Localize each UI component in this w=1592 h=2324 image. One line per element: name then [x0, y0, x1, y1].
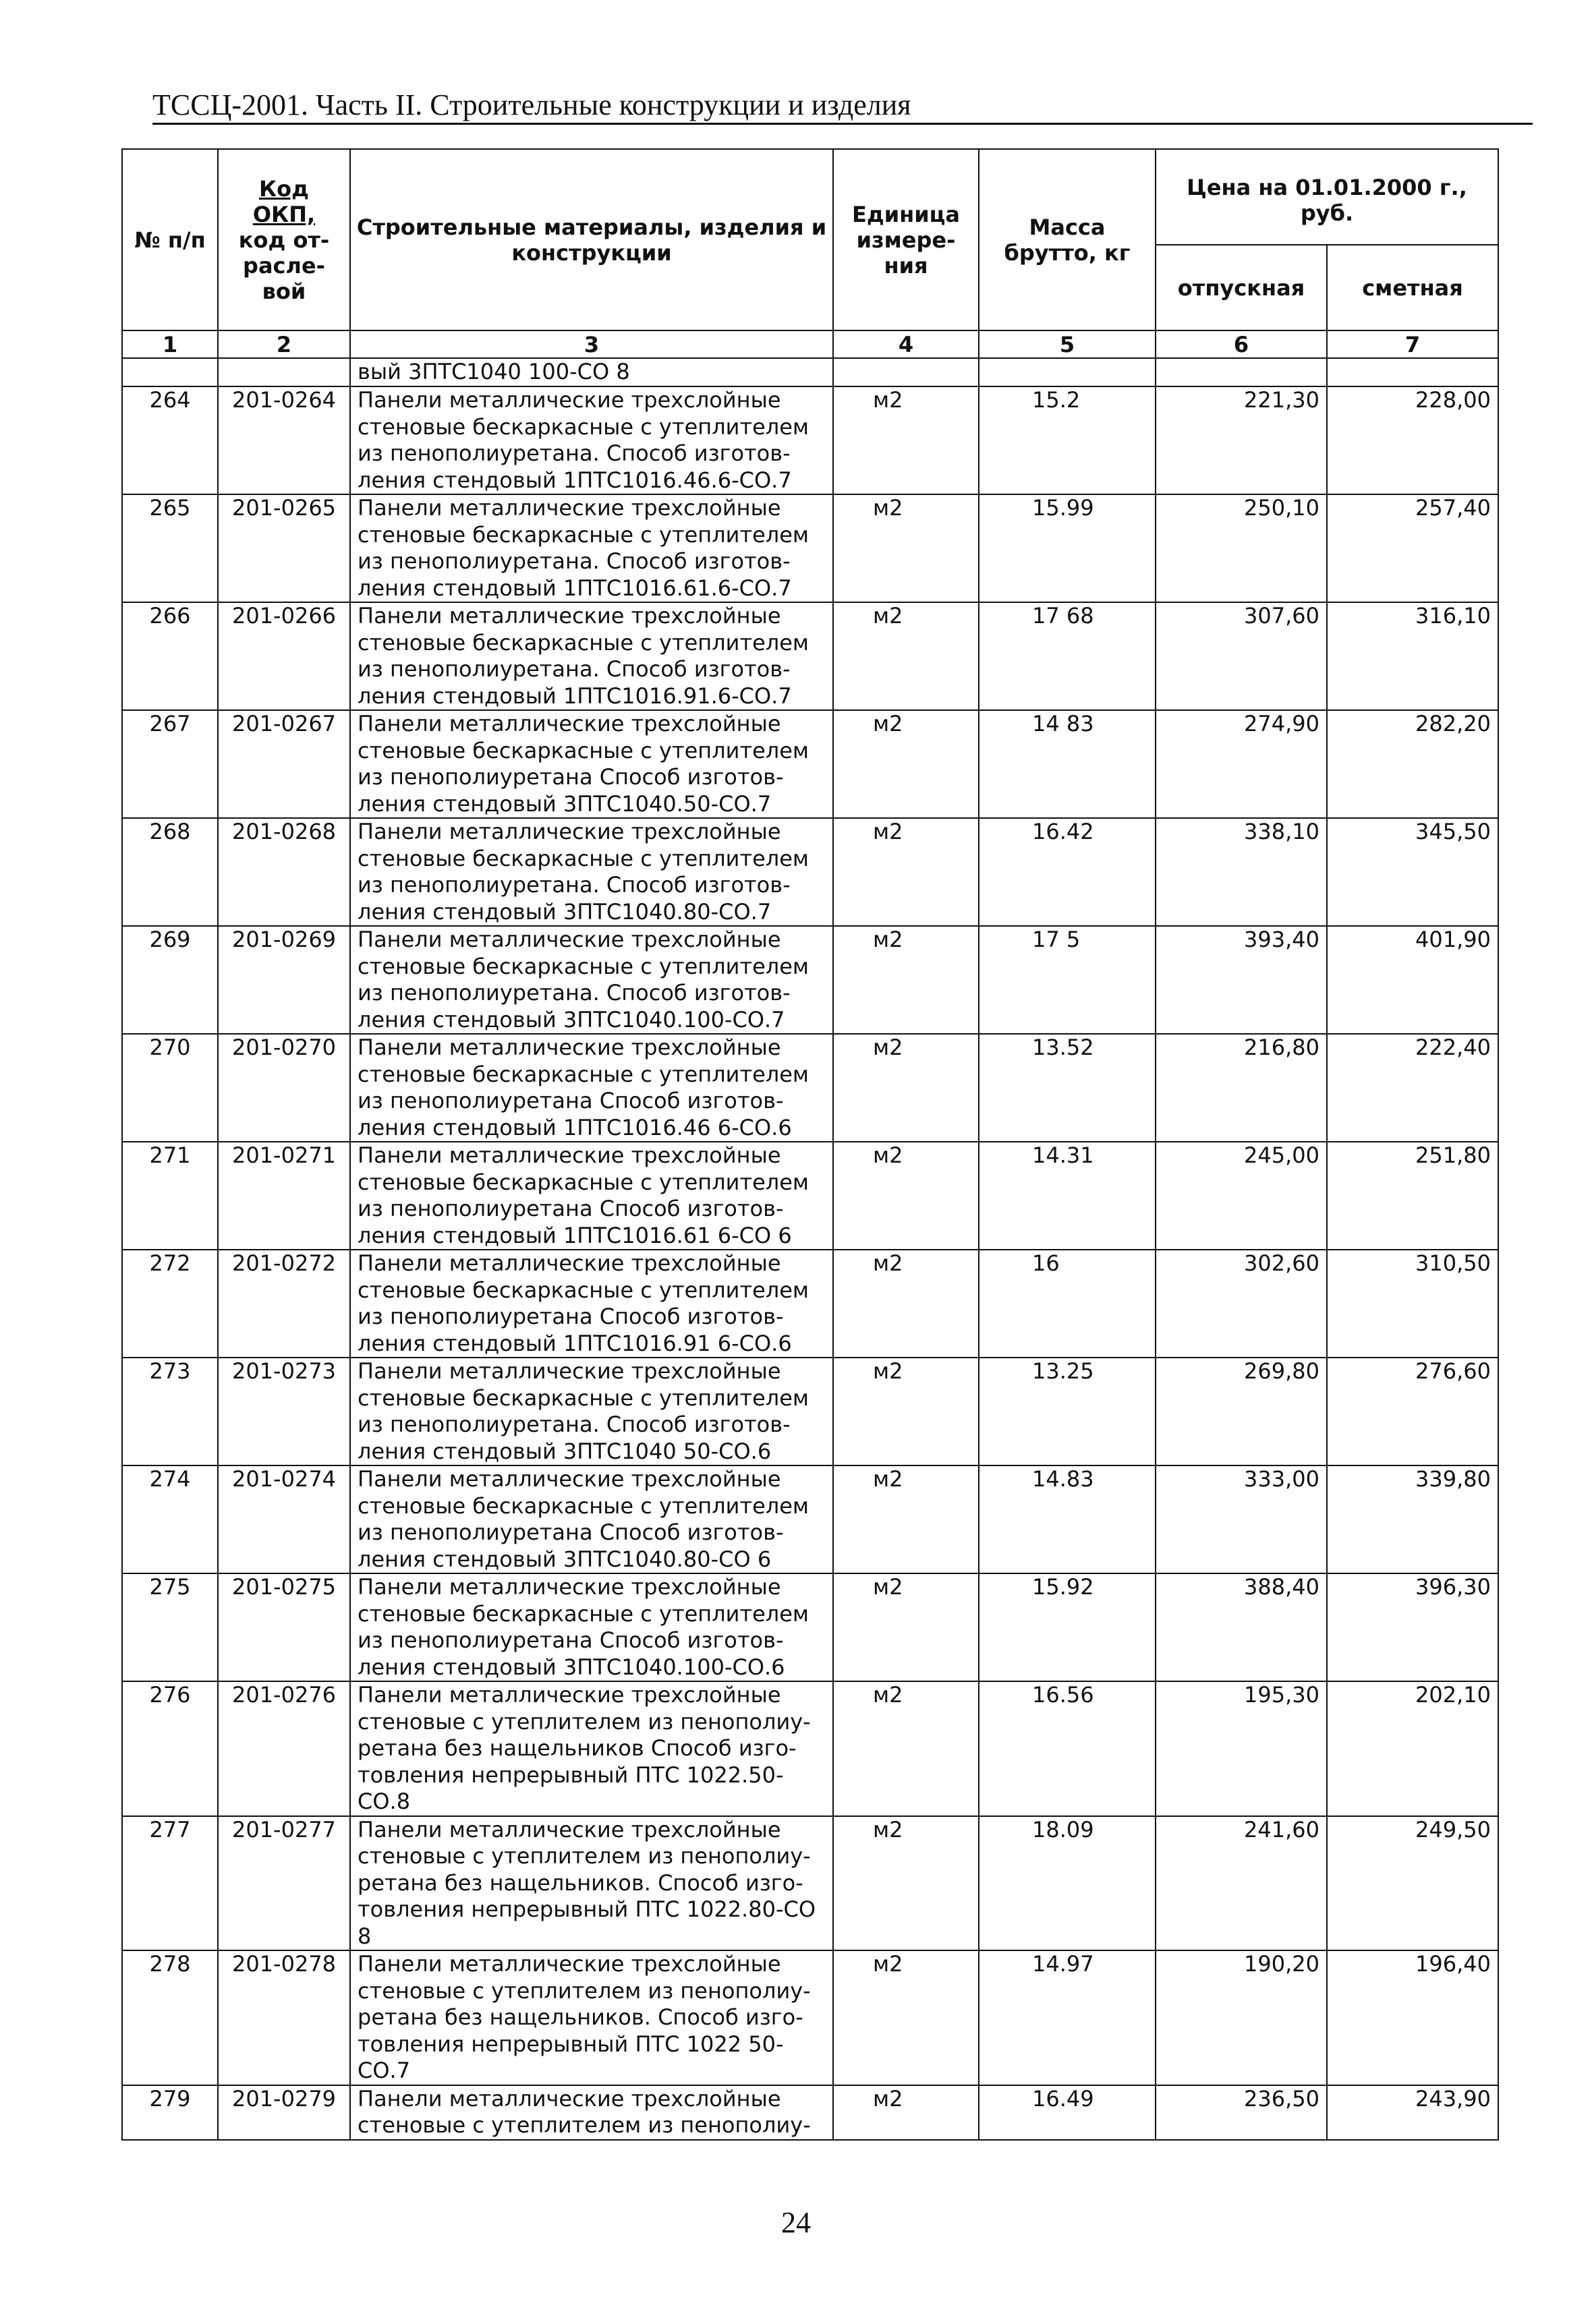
row-price-release: 393,40	[1156, 926, 1327, 1034]
row-unit: м2	[833, 386, 979, 494]
col-header-unit: Единица измере-ния	[833, 149, 979, 330]
row-unit: м2	[833, 1465, 979, 1573]
price-table	[121, 148, 1499, 2141]
table-row	[122, 1465, 1498, 1573]
table-row	[122, 1250, 1498, 1358]
row-number: 273	[122, 1358, 218, 1465]
col-header-price-release: отпускная	[1156, 245, 1327, 330]
row-description: Панели металлические трехслойные стеновые бескаркасные с утеплителем из пенополиуретана. Способ изготов-ления стендовый 1ПТС1016.91.6-СО.7	[350, 602, 833, 710]
row-price-release: 269,80	[1156, 1358, 1327, 1465]
row-number: 267	[122, 710, 218, 818]
row-price-estimate: 339,80	[1327, 1465, 1498, 1573]
row-price-release: 236,50	[1156, 2085, 1327, 2140]
row-price-estimate: 228,00	[1327, 386, 1498, 494]
column-number: 4	[833, 330, 979, 358]
table-row	[122, 1950, 1498, 2085]
row-code: 201-0268	[218, 818, 350, 926]
row-price-estimate: 282,20	[1327, 710, 1498, 818]
row-code: 201-0266	[218, 602, 350, 710]
row-unit: м2	[833, 1573, 979, 1681]
row-mass: 14 83	[979, 710, 1156, 818]
row-price-estimate: 345,50	[1327, 818, 1498, 926]
row-number: 268	[122, 818, 218, 926]
col-header-code	[218, 149, 350, 330]
row-mass: 16.42	[979, 818, 1156, 926]
table-row	[122, 602, 1498, 710]
table-row	[122, 1358, 1498, 1465]
row-mass: 14.83	[979, 1465, 1156, 1573]
table-row	[122, 926, 1498, 1034]
row-number: 274	[122, 1465, 218, 1573]
row-code: 201-0265	[218, 494, 350, 602]
row-mass: 14.97	[979, 1950, 1156, 2085]
row-description: Панели металлические трехслойные стеновые бескаркасные с утеплителем из пенополиуретана Способ изготов-ления стендовый 3ПТС1040.100-СО.6	[350, 1573, 833, 1681]
row-unit: м2	[833, 1034, 979, 1142]
row-code: 201-0275	[218, 1573, 350, 1681]
col-header-price-estimate: сметная	[1327, 245, 1498, 330]
col-header-name: Строительные материалы, изделия и конструкции	[350, 149, 833, 330]
row-mass: 15.99	[979, 494, 1156, 602]
row-code: 201-0271	[218, 1142, 350, 1250]
row-price-estimate: 401,90	[1327, 926, 1498, 1034]
row-code: 201-0267	[218, 710, 350, 818]
row-unit: м2	[833, 1950, 979, 2085]
row-unit: м2	[833, 1816, 979, 1951]
row-number: 264	[122, 386, 218, 494]
row-number: 271	[122, 1142, 218, 1250]
row-unit: м2	[833, 1142, 979, 1250]
row-description: Панели металлические трехслойные стеновые бескаркасные с утеплителем из пенополиуретана Способ изготов-ления стендовый 3ПТС1040.80-СО 6	[350, 1465, 833, 1573]
col-header-price: Цена на 01.01.2000 г., руб.	[1156, 149, 1498, 245]
row-mass: 13.25	[979, 1358, 1156, 1465]
row-price-release: 388,40	[1156, 1573, 1327, 1681]
row-code: 201-0272	[218, 1250, 350, 1358]
row-mass: 15.92	[979, 1573, 1156, 1681]
row-price-estimate: 396,30	[1327, 1573, 1498, 1681]
row-price-release: 274,90	[1156, 710, 1327, 818]
row-price-estimate: 257,40	[1327, 494, 1498, 602]
table-row	[122, 1142, 1498, 1250]
row-price-release: 216,80	[1156, 1034, 1327, 1142]
column-number: 5	[979, 330, 1156, 358]
row-description: Панели металлические трехслойные стеновые бескаркасные с утеплителем из пенополиуретана Способ изготов-ления стендовый 1ПТС1016.61 6-СО 6	[350, 1142, 833, 1250]
row-price-estimate: 222,40	[1327, 1034, 1498, 1142]
column-number: 7	[1327, 330, 1498, 358]
row-code: 201-0279	[218, 2085, 350, 2140]
column-number: 3	[350, 330, 833, 358]
row-code: 201-0269	[218, 926, 350, 1034]
row-number: 277	[122, 1816, 218, 1951]
row-description: Панели металлические трехслойные стеновые с утеплителем из пенополиу-ретана без нащельников. Способ изго-товления непрерывный ПТС 1022.80-СО 8	[350, 1816, 833, 1951]
row-price-release: 302,60	[1156, 1250, 1327, 1358]
row-price-estimate: 249,50	[1327, 1816, 1498, 1951]
table-row	[122, 494, 1498, 602]
row-code: 201-0264	[218, 386, 350, 494]
row-unit: м2	[833, 818, 979, 926]
row-mass: 18.09	[979, 1816, 1156, 1951]
page-number: 24	[781, 2206, 811, 2239]
row-mass: 16.56	[979, 1681, 1156, 1816]
col-header-code-line2: ОКП,	[252, 201, 316, 227]
row-price-release: 241,60	[1156, 1816, 1327, 1951]
row-description: Панели металлические трехслойные стеновые бескаркасные с утеплителем из пенополиуретана Способ изготов-ления стендовый 1ПТС1016.46 6-СО.6	[350, 1034, 833, 1142]
row-code: 201-0273	[218, 1358, 350, 1465]
col-header-mass: Масса брутто, кг	[979, 149, 1156, 330]
row-price-estimate: 196,40	[1327, 1950, 1498, 2085]
row-code: 201-0276	[218, 1681, 350, 1816]
continuation-row	[122, 358, 1498, 386]
table-row	[122, 2085, 1498, 2140]
row-description: Панели металлические трехслойные стеновые бескаркасные с утеплителем из пенополиуретана Способ изготов-ления стендовый 3ПТС1040.50-СО.7	[350, 710, 833, 818]
row-description: Панели металлические трехслойные стеновые бескаркасные с утеплителем из пенополиуретана Способ изготов-ления стендовый 1ПТС1016.91 6-СО.6	[350, 1250, 833, 1358]
row-number: 276	[122, 1681, 218, 1816]
row-description: Панели металлические трехслойные стеновые с утеплителем из пенополиу-ретана без нащельников Способ изго-товления непрерывный ПТС 1022.50-СО.8	[350, 1681, 833, 1816]
row-unit: м2	[833, 494, 979, 602]
row-mass: 16.49	[979, 2085, 1156, 2140]
row-unit: м2	[833, 710, 979, 818]
row-description: Панели металлические трехслойные стеновые с утеплителем из пенополиу-ретана без нащельников. Способ изго-товления непрерывный ПТС 1022 50-СО.7	[350, 1950, 833, 2085]
column-numbers-row	[122, 330, 1498, 358]
row-number: 266	[122, 602, 218, 710]
row-price-release: 307,60	[1156, 602, 1327, 710]
row-description: Панели металлические трехслойные стеновые бескаркасные с утеплителем из пенополиуретана. Способ изготов-ления стендовый 3ПТС1040.80-СО.7	[350, 818, 833, 926]
row-mass: 15.2	[979, 386, 1156, 494]
table-row	[122, 1816, 1498, 1951]
row-number: 272	[122, 1250, 218, 1358]
row-code: 201-0270	[218, 1034, 350, 1142]
row-unit: м2	[833, 1358, 979, 1465]
continuation-text: вый 3ПТС1040 100-СО 8	[350, 358, 833, 386]
row-price-release: 250,10	[1156, 494, 1327, 602]
row-price-estimate: 202,10	[1327, 1681, 1498, 1816]
row-number: 275	[122, 1573, 218, 1681]
row-price-release: 338,10	[1156, 818, 1327, 926]
table-row	[122, 710, 1498, 818]
row-mass: 17 5	[979, 926, 1156, 1034]
row-unit: м2	[833, 1250, 979, 1358]
row-number: 279	[122, 2085, 218, 2140]
col-header-num: № п/п	[122, 149, 218, 330]
row-price-estimate: 310,50	[1327, 1250, 1498, 1358]
table-row	[122, 1573, 1498, 1681]
column-number: 2	[218, 330, 350, 358]
row-number: 278	[122, 1950, 218, 2085]
row-code: 201-0277	[218, 1816, 350, 1951]
row-number: 270	[122, 1034, 218, 1142]
table-row	[122, 1681, 1498, 1816]
page-header: ТССЦ-2001. Часть II. Строительные конструкции и изделия	[152, 88, 911, 121]
row-code: 201-0278	[218, 1950, 350, 2085]
header-rule	[152, 123, 1533, 125]
row-code: 201-0274	[218, 1465, 350, 1573]
row-number: 265	[122, 494, 218, 602]
row-mass: 13.52	[979, 1034, 1156, 1142]
row-description: Панели металлические трехслойные стеновые с утеплителем из пенополиу-	[350, 2085, 833, 2140]
row-price-release: 333,00	[1156, 1465, 1327, 1573]
row-mass: 17 68	[979, 602, 1156, 710]
row-mass: 14.31	[979, 1142, 1156, 1250]
row-unit: м2	[833, 602, 979, 710]
table-row	[122, 1034, 1498, 1142]
row-number: 269	[122, 926, 218, 1034]
column-number: 1	[122, 330, 218, 358]
row-unit: м2	[833, 1681, 979, 1816]
row-description: Панели металлические трехслойные стеновые бескаркасные с утеплителем из пенополиуретана. Способ изготов-ления стендовый 3ПТС1040 50-СО.6	[350, 1358, 833, 1465]
row-mass: 16	[979, 1250, 1156, 1358]
row-description: Панели металлические трехслойные стеновые бескаркасные с утеплителем из пенополиуретана. Способ изготов-ления стендовый 1ПТС1016.46.6-СО.7	[350, 386, 833, 494]
table-row	[122, 386, 1498, 494]
row-price-release: 190,20	[1156, 1950, 1327, 2085]
row-price-estimate: 276,60	[1327, 1358, 1498, 1465]
row-price-estimate: 243,90	[1327, 2085, 1498, 2140]
row-description: Панели металлические трехслойные стеновые бескаркасные с утеплителем из пенополиуретана. Способ изготов-ления стендовый 3ПТС1040.100-СО.7	[350, 926, 833, 1034]
row-unit: м2	[833, 2085, 979, 2140]
row-unit: м2	[833, 926, 979, 1034]
col-header-code-line1: Код	[259, 175, 309, 202]
row-price-estimate: 316,10	[1327, 602, 1498, 710]
row-description: Панели металлические трехслойные стеновые бескаркасные с утеплителем из пенополиуретана. Способ изготов-ления стендовый 1ПТС1016.61.6-СО.7	[350, 494, 833, 602]
row-price-estimate: 251,80	[1327, 1142, 1498, 1250]
column-number: 6	[1156, 330, 1327, 358]
row-price-release: 195,30	[1156, 1681, 1327, 1816]
row-price-release: 221,30	[1156, 386, 1327, 494]
table-row	[122, 818, 1498, 926]
row-price-release: 245,00	[1156, 1142, 1327, 1250]
col-header-code-line3: код от-расле-вой	[238, 227, 330, 304]
